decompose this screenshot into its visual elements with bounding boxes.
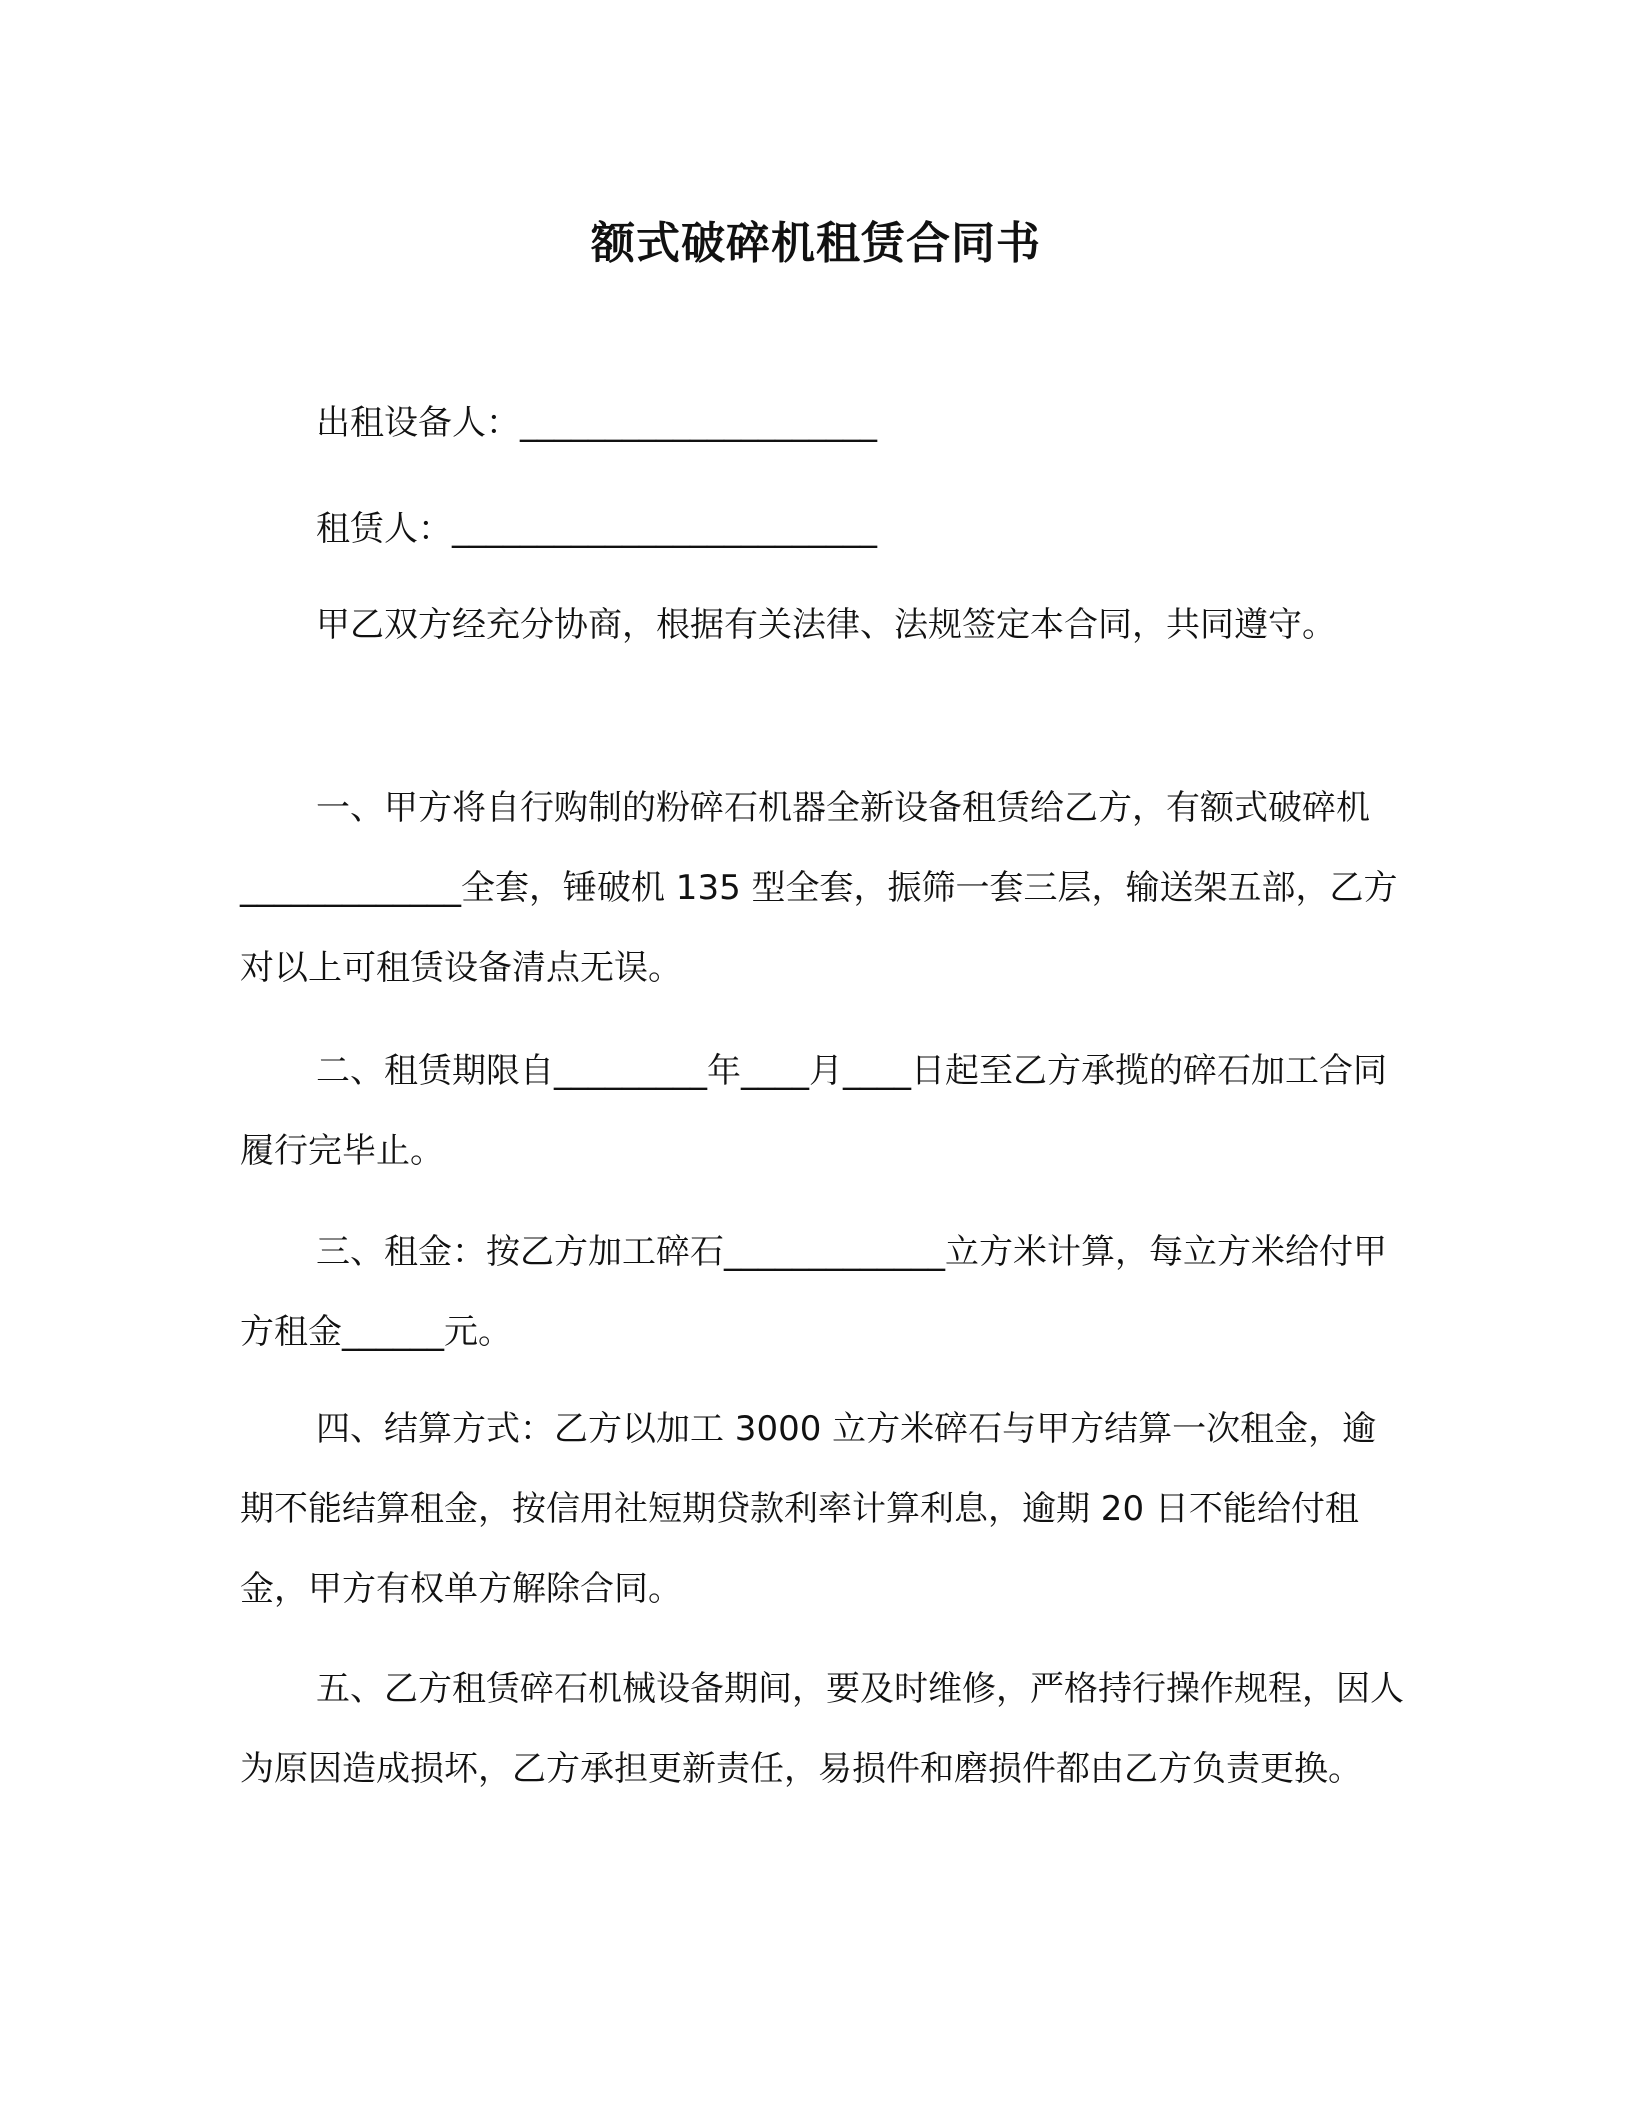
lessee-field: 租赁人：_________________________ — [316, 509, 877, 549]
clause-1: 一、甲方将自行购制的粉碎石机器全新设备租赁给乙方，有额式破碎机_____________全套，锤破机 135 型全套，振筛一套三层，输送架五部，乙方对以上可租赁设备清点无误。 — [240, 788, 1398, 988]
document-title: 额式破碎机租赁合同书 — [591, 218, 1041, 269]
intro-paragraph: 甲乙双方经充分协商，根据有关法律、法规签定本合同，共同遵守。 — [316, 605, 1336, 645]
lessor-field: 出租设备人：_____________________ — [316, 403, 877, 443]
clause-2: 二、租赁期限自_________年____月____日起至乙方承揽的碎石加工合同履行完毕止。 — [240, 1051, 1387, 1171]
clause-4: 四、结算方式：乙方以加工 3000 立方米碎石与甲方结算一次租金，逾期不能结算租金，按信用社短期贷款利率计算利息，逾期 20 日不能给付租金，甲方有权单方解除合同。 — [240, 1409, 1377, 1609]
clause-3: 三、租金：按乙方加工碎石_____________立方米计算，每立方米给付甲方租金______元。 — [240, 1232, 1387, 1352]
clause-5: 五、乙方租赁碎石机械设备期间，要及时维修，严格持行操作规程，因人为原因造成损坏，乙方承担更新责任，易损件和磨损件都由乙方负责更换。 — [240, 1669, 1404, 1789]
